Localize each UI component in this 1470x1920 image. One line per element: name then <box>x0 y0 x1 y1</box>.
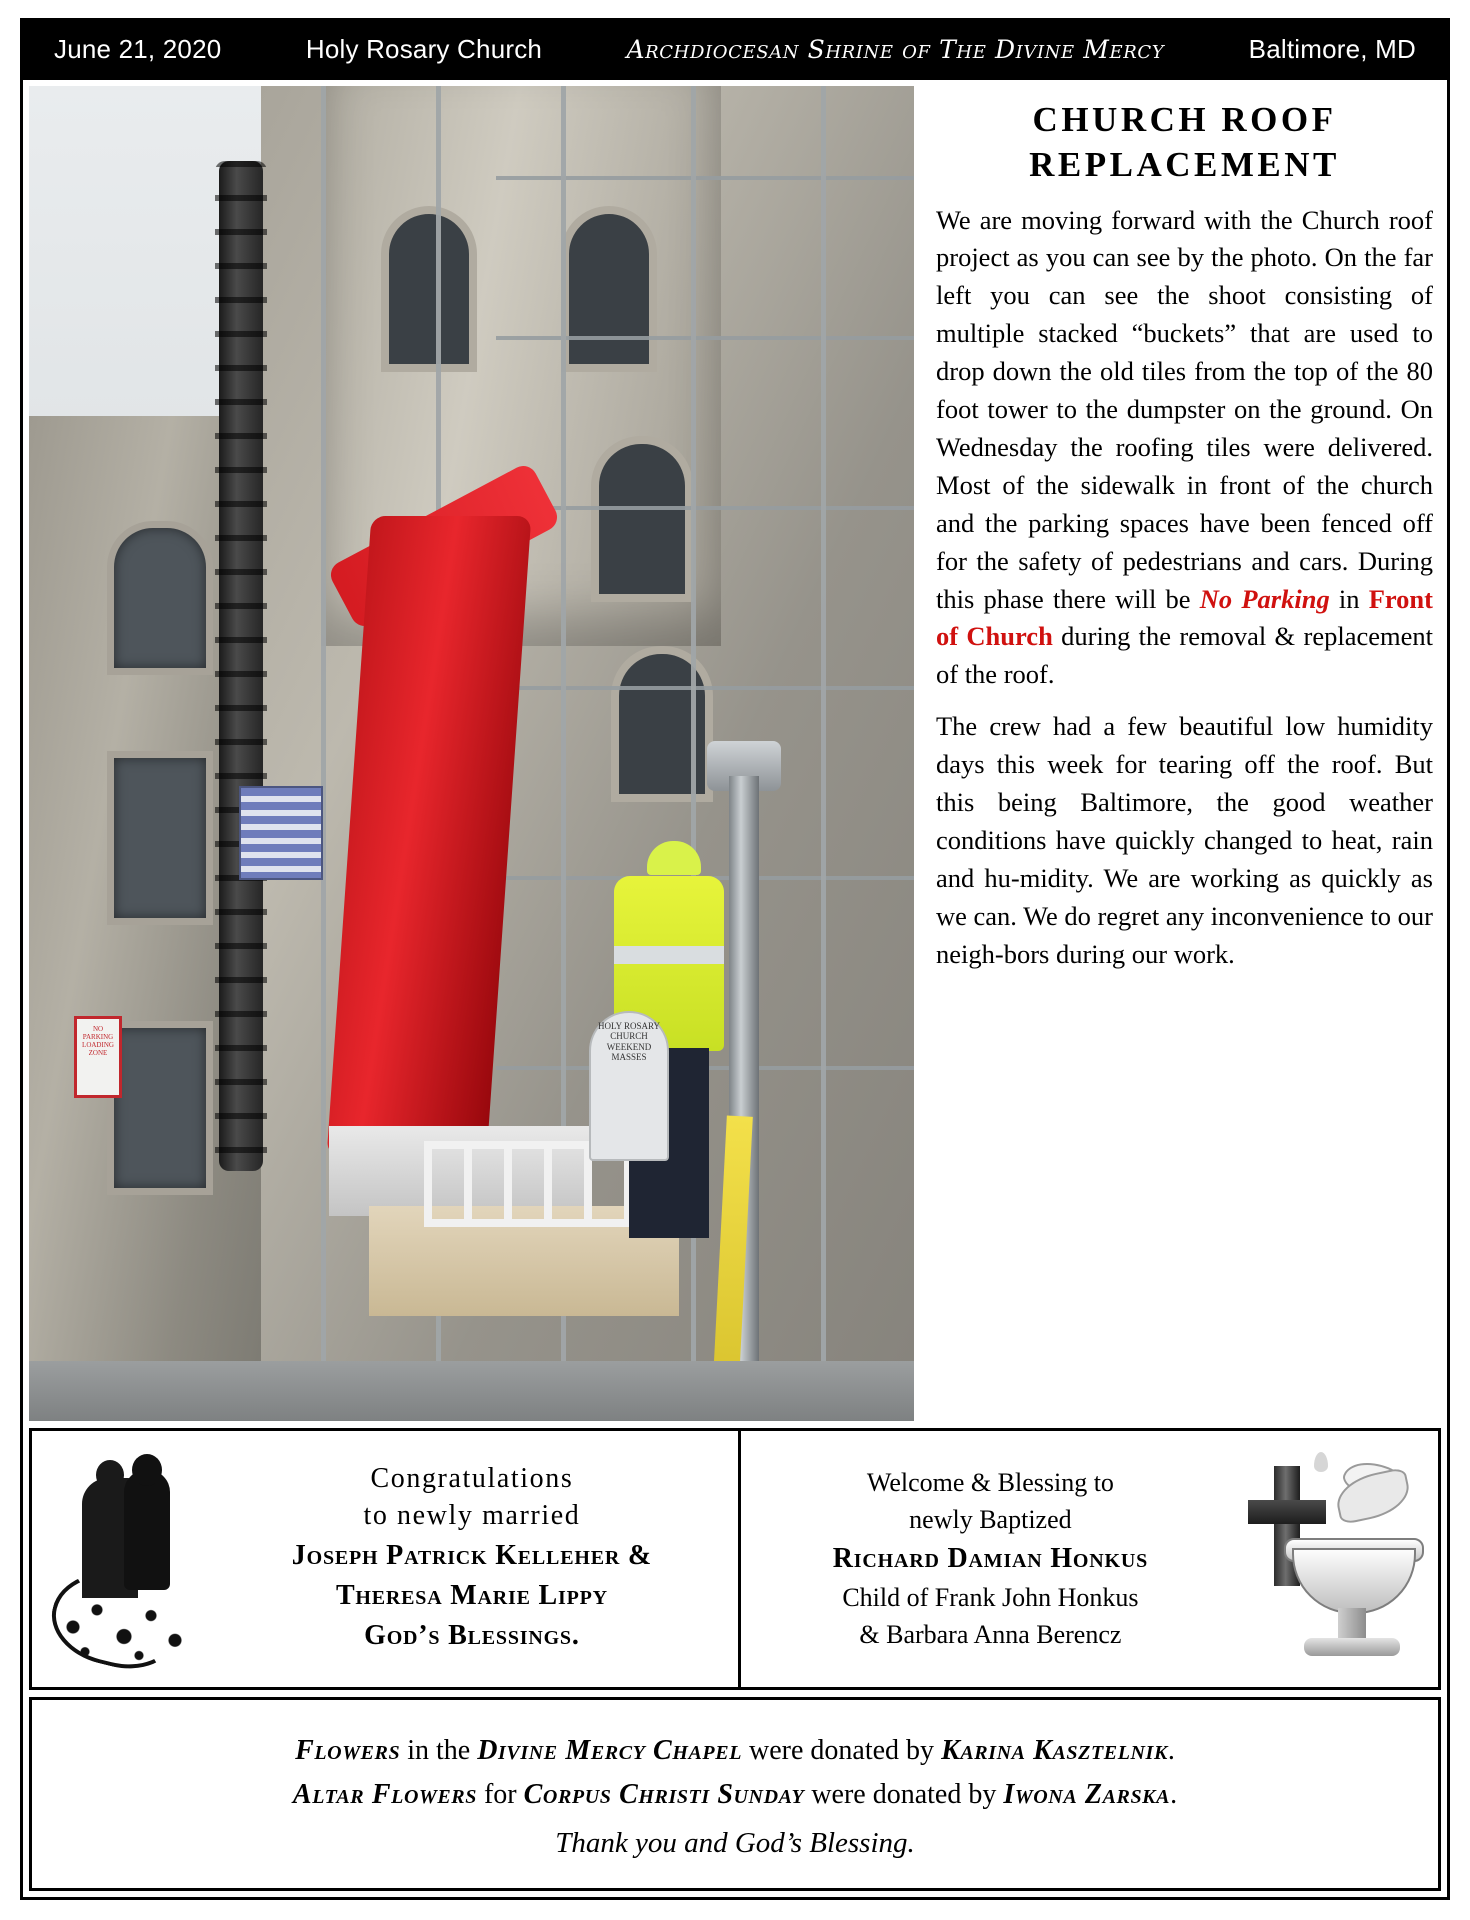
photo-scaffold-post <box>821 86 826 1421</box>
header-church-name: Holy Rosary Church <box>305 33 543 64</box>
baptism-announcement-box <box>738 1428 1441 1690</box>
article-p1-part3: during the removal & replacement of the roof. <box>936 621 1433 690</box>
header-bar <box>20 18 1450 80</box>
wedding-names-line2: Theresa Marie Lippy <box>335 1580 608 1611</box>
header-date: June 21, 2020 <box>54 33 222 64</box>
photo-window <box>107 1021 213 1195</box>
announcements-section <box>29 1428 1441 1690</box>
donor-karina-kasztelnik: Karina Kasztelnik <box>941 1734 1168 1766</box>
photo-church-sign: HOLY ROSARY CHURCH WEEKEND MASSES <box>589 1011 669 1161</box>
water-drop-icon <box>1314 1452 1328 1472</box>
wedding-couple-icon <box>38 1452 206 1667</box>
header-shrine-name: Archdiocesan Shrine of The Divine Mercy <box>626 34 1165 64</box>
wedding-announcement-box <box>29 1428 738 1690</box>
baptism-line2: newly Baptized <box>909 1505 1072 1534</box>
altar-flowers-label: Altar Flowers <box>292 1778 477 1810</box>
photo-scaffold-rail <box>496 336 914 340</box>
article-title-line2: REPLACEMENT <box>1029 144 1340 184</box>
flower-donations-box <box>29 1697 1441 1891</box>
bulletin-body <box>20 80 1450 1900</box>
photo-arch-window <box>611 646 713 802</box>
article-column <box>924 86 1441 1421</box>
top-section <box>29 86 1441 1421</box>
wedding-names-line1: Joseph Patrick Kelleher & <box>291 1540 653 1571</box>
flowers-line2-b: for <box>476 1778 524 1810</box>
divine-mercy-chapel-label: Divine Mercy Chapel <box>477 1734 743 1766</box>
article-highlight-front-of-church: Front of Church <box>936 583 1433 652</box>
photo-scaffold-post <box>321 86 326 1421</box>
photo-window <box>107 521 213 675</box>
baptism-name: Richard Damian Honkus <box>832 1543 1149 1574</box>
flower-donation-line-1 <box>295 1735 1175 1767</box>
photo-ground <box>29 1361 914 1421</box>
photo-tile-bundle <box>239 786 323 880</box>
thank-you-line: Thank you and God’s Blessing. <box>555 1826 915 1859</box>
photo-arch-window <box>381 206 477 372</box>
groom-head <box>132 1454 162 1486</box>
corpus-christi-sunday-label: Corpus Christi Sunday <box>523 1778 805 1810</box>
font-stem <box>1338 1608 1366 1642</box>
photo-street-sign: NO PARKING LOADING ZONE <box>74 1016 122 1098</box>
baptism-parents-line1: Child of Frank John Honkus <box>842 1583 1139 1612</box>
photo-worker-reflective-band <box>614 946 724 964</box>
flower-donation-line-2 <box>293 1779 1177 1811</box>
photo-debris-chute-rings <box>215 161 267 1171</box>
cross-icon-bar <box>1248 1500 1326 1524</box>
donor-iwona-zarska: Iwona Zarska <box>1003 1778 1171 1810</box>
photo-scaffold-rail <box>496 176 914 180</box>
flowers-line1-d: were donated by <box>742 1734 942 1766</box>
article-paragraph-1 <box>936 202 1433 695</box>
article-paragraph-2: The crew had a few beautiful low humidity days this week for tearing off the roof. But this being Baltimore, the good weather conditions have quickly changed to heat, rain and hu-midity. We are working as quickly as we can. We do regret any inconvenience to our neigh-bors during our work. <box>936 711 1433 969</box>
wedding-line1: Congratulations <box>370 1463 574 1494</box>
font-base <box>1304 1638 1400 1656</box>
flowers-label: Flowers <box>295 1734 401 1766</box>
photo-window <box>107 751 213 925</box>
baptismal-font-icon <box>1240 1452 1430 1667</box>
bride-head <box>96 1460 124 1490</box>
article-p1-part2: in <box>1329 583 1369 614</box>
article-highlight-no-parking: No Parking <box>1199 583 1330 614</box>
wedding-line2: to newly married <box>363 1500 581 1531</box>
font-bowl <box>1292 1548 1416 1614</box>
photo-arch-window <box>561 206 657 372</box>
photo-scaffold-rail <box>496 686 914 690</box>
wedding-text <box>206 1454 738 1664</box>
church-roof-photo <box>29 86 914 1421</box>
flowers-line1-b: in the <box>400 1734 478 1766</box>
photo-scaffold-rail <box>496 506 914 510</box>
article-p1-part1: We are moving forward with the Church roof project as you can see by the photo. On the far left you can see the shoot consisting of multiple stacked “buckets” that are used to drop down the old tiles from the top of the 80 foot tower to the dumpster on the ground. On Wednesday the roofing tiles were delivered. Most of the sidewalk in front of the church and the parking spaces have been fenced off for the safety of pedestrians and cars. During this phase there will be <box>936 204 1433 614</box>
baptism-text <box>741 1457 1240 1661</box>
photo-arch-window <box>591 436 693 602</box>
baptism-parents-line2: & Barbara Anna Berencz <box>859 1620 1122 1649</box>
header-city: Baltimore, MD <box>1248 33 1416 64</box>
article-title <box>936 98 1433 188</box>
flowers-line1-f: . <box>1167 1734 1175 1766</box>
wedding-blessing: God’s Blessings. <box>364 1620 580 1651</box>
flowers-line2-f: . <box>1170 1778 1178 1810</box>
baptism-line1: Welcome & Blessing to <box>866 1468 1114 1497</box>
article-title-line1: CHURCH ROOF <box>1032 100 1337 139</box>
flowers-line2-d: were donated by <box>804 1778 1004 1810</box>
